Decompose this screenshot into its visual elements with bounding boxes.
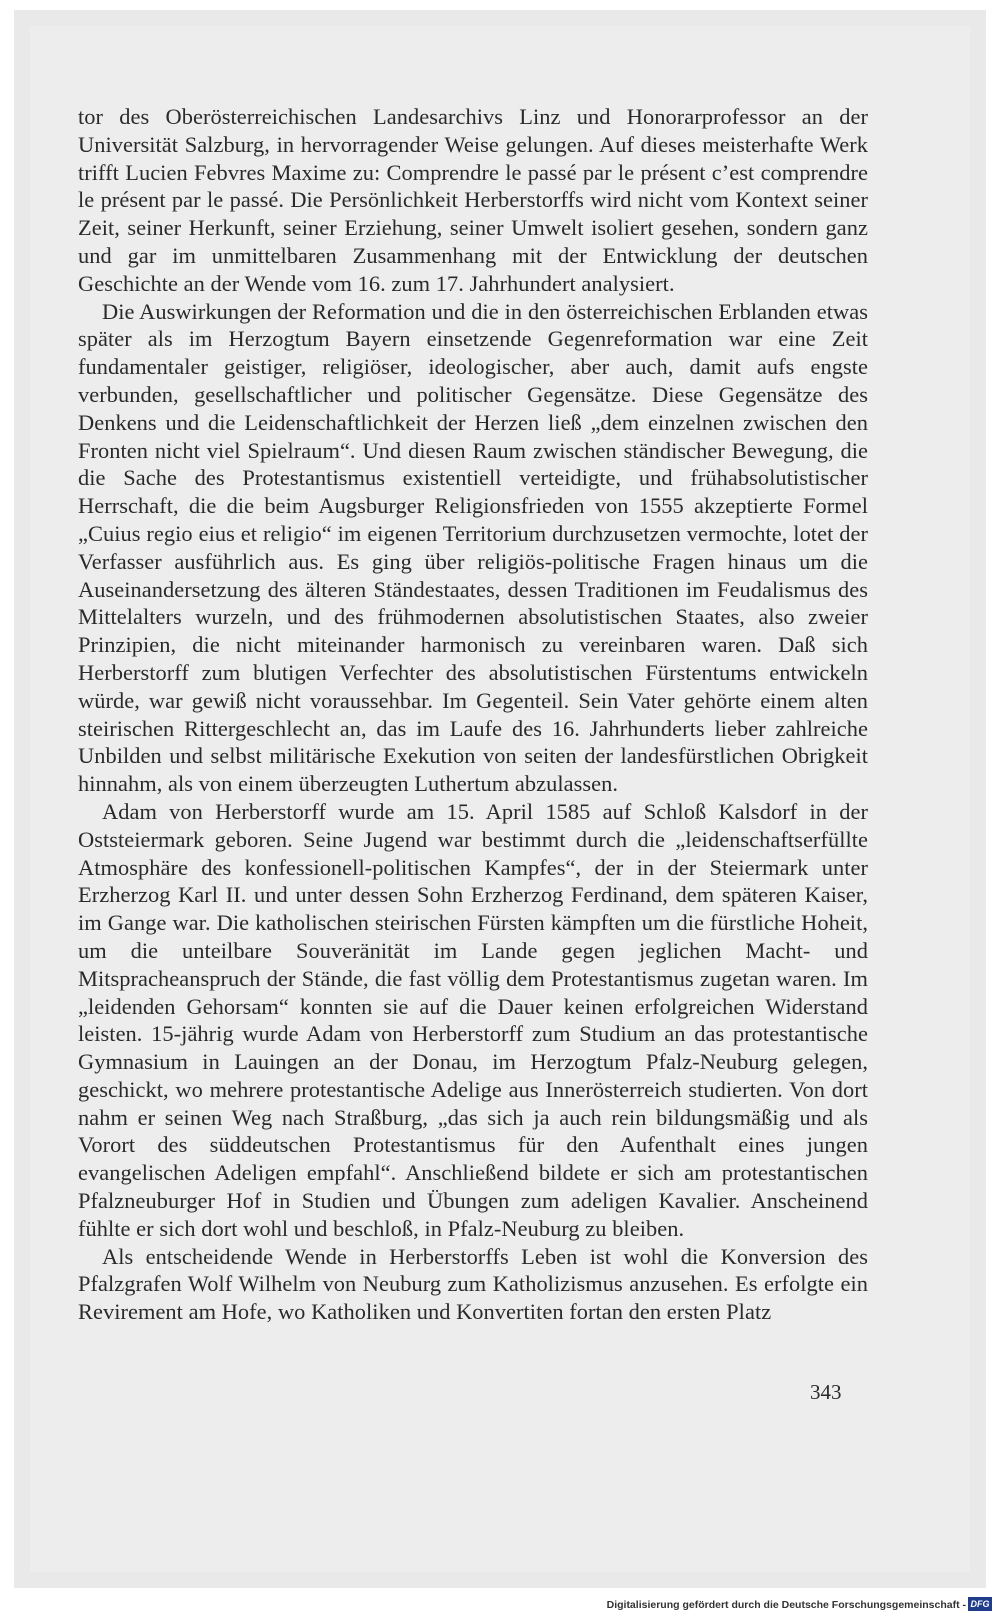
body-text — [78, 103, 868, 1326]
paragraph-continuation: tor des Oberösterreichischen Landesarchivs Linz und Honorarprofessor an der Universität Salzburg, in hervorragender Weise gelungen. Auf dieses meisterhafte Werk trifft Lucien Febvres Maxime zu: Comprendre le passé par le présent c’est comprendre le présent par le passé. Die Persönlichkeit Herberstorffs wird nicht vom Kontext seiner Zeit, seiner Herkunft, seiner Erziehung, seiner Umwelt isoliert gesehen, sondern ganz und gar im unmittelbaren Zusammenhang mit der Entwicklung der deutschen Geschichte an der Wende vom 16. zum 17. Jahrhundert analysiert. — [78, 104, 868, 296]
funding-credit: Digitalisierung gefördert durch die Deutsche Forschungsgemeinschaft - — [606, 1599, 966, 1611]
paragraph-biography: Adam von Herberstorff wurde am 15. April 1585 auf Schloß Kalsdorf in der Oststeiermark geboren. Seine Jugend war bestimmt durch die „leidenschaftserfüllte Atmosphäre des konfessionell-politischen Kampfes“, der in der Steiermark unter Erzherzog Karl II. und unter dessen Sohn Erzherzog Ferdinand, dem späteren Kaiser, im Gange war. Die katholischen steirischen Fürsten kämpften um die fürstliche Hoheit, um die unteilbare Souveränität im Lande gegen jeglichen Macht- und Mitspracheanspruch der Stände, die fast völlig dem Protestantismus zugetan waren. Im „leidenden Gehorsam“ konnten sie auf die Dauer keinen erfolgreichen Widerstand leisten. 15-jährig wurde Adam von Herberstorff zum Studium an das protestantische Gymnasium in Lauingen an der Donau, im Herzogtum Pfalz-Neuburg gelegen, geschickt, wo mehrere protestantische Adelige aus Innerösterreich studierten. Von dort nahm er seinen Weg nach Straßburg, „das sich ja auch rein bildungsmäßig und als Vorort des süddeutschen Protestantismus für den Aufenthalt eines jungen evangelischen Adeligen empfahl“. Anschließend bildete er sich am protestantischen Pfalzneuburger Hof in Studien und Übungen zum adeligen Kavalier. Anscheinend fühlte er sich dort wohl und beschloß, in Pfalz-Neuburg zu bleiben. — [78, 798, 868, 1241]
paragraph-reformation: Die Auswirkungen der Reformation und die in den österreichischen Erblanden etwas später als im Herzogtum Bayern einsetzende Gegenreformation war eine Zeit fundamentaler geistiger, religiöser, ideologischer, aber auch, damit aufs engste verbunden, gesellschaftlicher und politischer Gegensätze. Diese Gegensätze des Denkens und die Leidenschaftlichkeit der Herzen ließ „dem einzelnen zwischen den Fronten nicht viel Spielraum“. Und diesen Raum zwischen ständischer Bewegung, die die Sache des Protestantismus existentiell verteidigte, und frühabsolutistischer Herrschaft, die die beim Augsburger Religionsfrieden von 1555 akzeptierte Formel „Cuius regio eius et religio“ im eigenen Territorium durchzusetzen vermochte, lotet der Verfasser ausführlich aus. Es ging über religiös-politische Fragen hinaus um die Auseinandersetzung des älteren Ständestaates, dessen Traditionen im Feudalismus des Mittelalters wurzeln, und des frühmodernen absolutistischen Staates, also zweier Prinzipien, die nicht miteinander harmonisch zu vereinbaren waren. Daß sich Herberstorff zum blutigen Verfechter des absolutistischen Fürstentums entwickeln würde, war gewiß nicht voraussehbar. Im Gegenteil. Sein Vater gehörte einem alten steirischen Rittergeschlecht an, das im Laufe des 16. Jahrhunderts lieber zahlreiche Unbilden und selbst militärische Exekution von seiten der landesfürstlichen Obrigkeit hinnahm, als von einem überzeugten Luthertum abzulassen. — [78, 298, 868, 797]
dfg-logo-icon: DFG — [968, 1597, 992, 1611]
paragraph-conversion: Als entscheidende Wende in Herberstorffs Leben ist wohl die Konversion des Pfalzgrafen Wolf Wilhelm von Neuburg zum Katholizismus anzusehen. Es erfolgte ein Revirement am Hofe, wo Katholiken und Konvertiten fortan den ersten Platz — [78, 1243, 868, 1325]
page-number: 343 — [810, 1380, 842, 1404]
